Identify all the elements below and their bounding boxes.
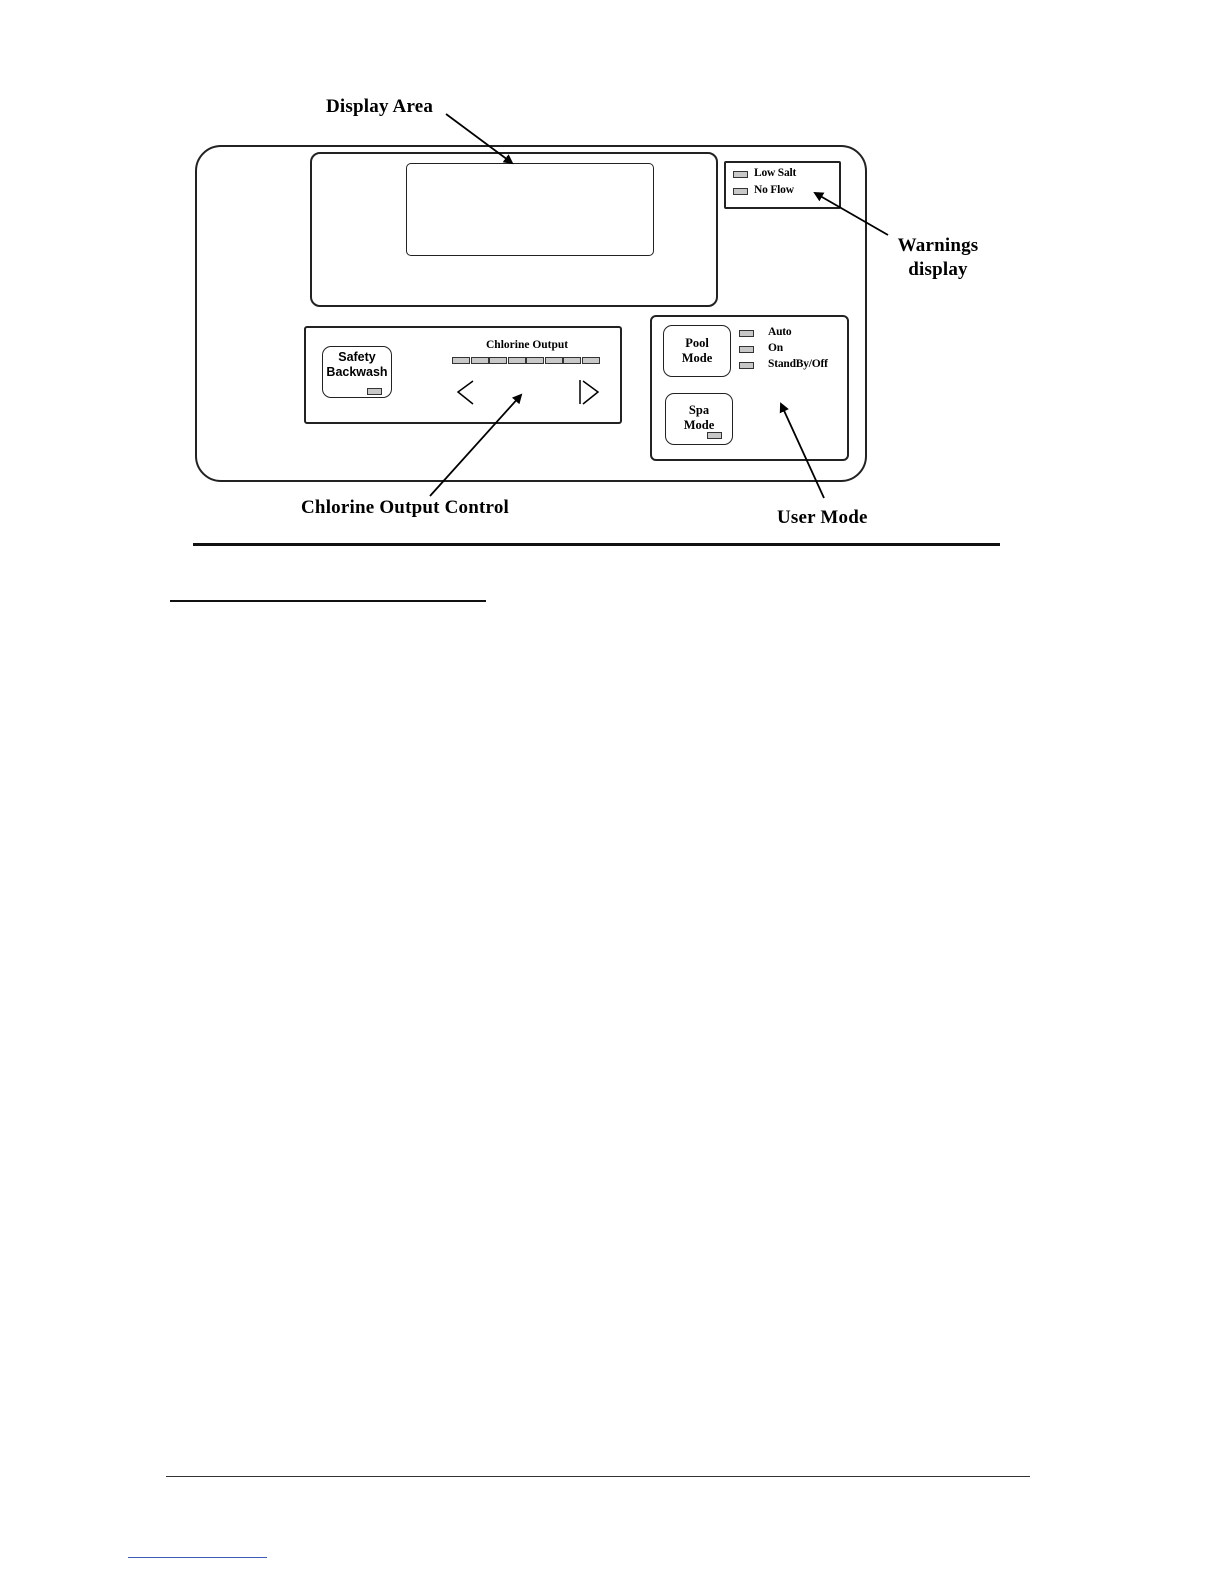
chlorine-output-segment bbox=[489, 357, 507, 364]
warnings-display-callout-line2: display bbox=[908, 259, 968, 280]
spa-mode-label-line2: Mode bbox=[683, 418, 715, 432]
figure-rule bbox=[193, 543, 1000, 546]
chlorine-output-segment bbox=[545, 357, 563, 364]
spa-mode-led bbox=[707, 432, 722, 439]
footer-link-underline bbox=[128, 1557, 267, 1558]
safety-backwash-led bbox=[367, 388, 382, 395]
pool-mode-button[interactable] bbox=[663, 325, 731, 377]
pool-mode-label-line2: Mode bbox=[681, 351, 713, 365]
chlorine-output-segment bbox=[563, 357, 581, 364]
safety-backwash-label-line1: Safety bbox=[338, 350, 376, 364]
footer-rule bbox=[166, 1476, 1030, 1477]
pool-mode-label-line1: Pool bbox=[685, 336, 709, 350]
chlorine-output-segment bbox=[526, 357, 544, 364]
spa-mode-button[interactable] bbox=[665, 393, 733, 445]
low-salt-led bbox=[733, 171, 748, 178]
no-flow-label: No Flow bbox=[754, 184, 794, 196]
low-salt-label: Low Salt bbox=[754, 167, 797, 179]
user-mode-callout: User Mode bbox=[777, 507, 868, 528]
standby-off-led bbox=[739, 362, 754, 369]
on-label: On bbox=[768, 342, 783, 354]
safety-backwash-label-line2: Backwash bbox=[326, 365, 388, 379]
on-led bbox=[739, 346, 754, 353]
chlorine-output-segment bbox=[582, 357, 600, 364]
auto-label: Auto bbox=[768, 326, 792, 338]
no-flow-led bbox=[733, 188, 748, 195]
chlorine-output-segment bbox=[508, 357, 526, 364]
section-underline bbox=[170, 600, 486, 602]
warnings-display-callout-line1: Warnings bbox=[897, 235, 979, 256]
warnings-display-callout bbox=[888, 234, 988, 282]
display-area-callout: Display Area bbox=[326, 96, 434, 117]
spa-mode-label-line1: Spa bbox=[688, 403, 710, 417]
chlorine-output-control-callout: Chlorine Output Control bbox=[301, 497, 509, 518]
auto-led bbox=[739, 330, 754, 337]
chlorine-output-title: Chlorine Output bbox=[486, 339, 569, 351]
chlorine-output-segment bbox=[471, 357, 489, 364]
standby-off-label: StandBy/Off bbox=[768, 358, 828, 370]
chlorine-output-segment bbox=[452, 357, 470, 364]
display-screen bbox=[406, 163, 654, 256]
